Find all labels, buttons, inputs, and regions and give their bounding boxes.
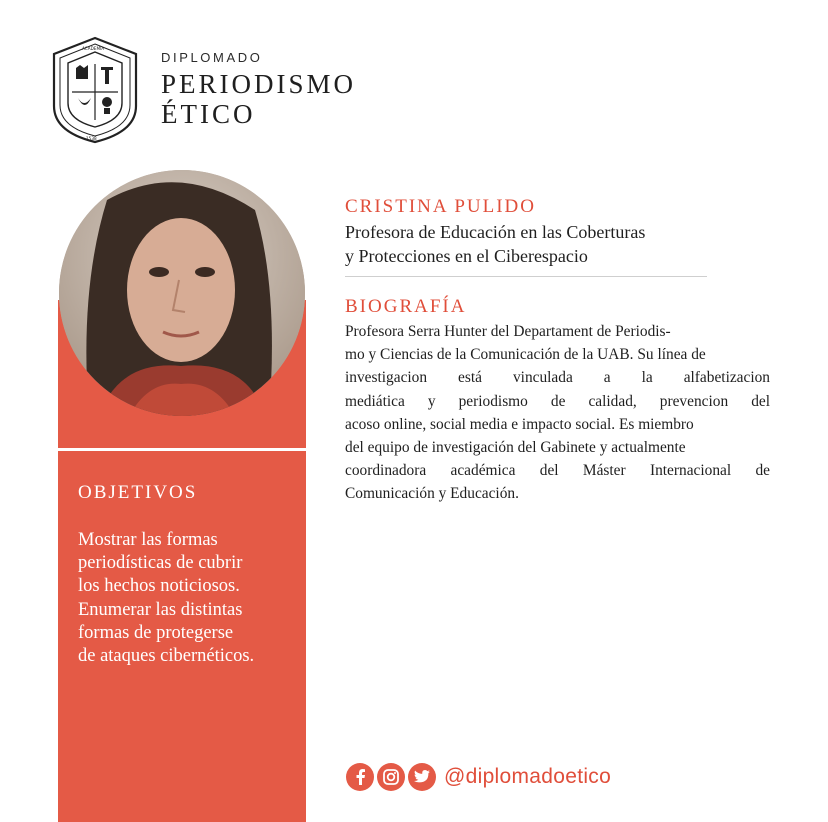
social-links — [346, 763, 611, 791]
profile-role-line: y Protecciones en el Ciberespacio — [345, 246, 588, 266]
instagram-icon[interactable] — [377, 763, 405, 791]
program-title-line1: PERIODISMO — [161, 69, 357, 99]
objectives-line: los hechos noticiosos. — [78, 576, 240, 597]
biography-line: coordinadora académica del Máster Internacional de — [345, 462, 770, 480]
profile-name: CRISTINA PULIDO — [345, 196, 536, 217]
profile-role — [345, 220, 745, 268]
panel-divider — [58, 448, 306, 451]
objectives-text — [78, 529, 298, 668]
biography-line: mo y Ciencias de la Comunicación de la UAB. Su línea de — [345, 346, 706, 364]
biography-line: Comunicación y Educación. — [345, 485, 519, 503]
objectives-heading: OBJETIVOS — [78, 482, 198, 503]
header-eyebrow: DIPLOMADO — [161, 50, 263, 65]
objectives-line: formas de protegerse — [78, 622, 234, 643]
biography-line: investigacion está vinculada a la alfabetizacion — [345, 369, 770, 387]
biography-heading: BIOGRAFÍA — [345, 296, 467, 317]
objectives-line: Enumerar las distintas — [78, 599, 243, 620]
svg-text:ACADEMIA: ACADEMIA — [82, 46, 105, 51]
biography-text — [345, 320, 770, 506]
left-panel — [58, 170, 306, 822]
objectives-line: de ataques cibernéticos. — [78, 646, 255, 667]
biography-line: del equipo de investigación del Gabinete y actualmente — [345, 439, 686, 457]
section-divider — [345, 276, 707, 277]
facebook-icon[interactable] — [346, 763, 374, 791]
svg-text:1538: 1538 — [86, 136, 97, 141]
objectives-line: periodísticas de cubrir — [78, 553, 243, 574]
program-title-line2: ÉTICO — [161, 99, 256, 129]
twitter-icon[interactable] — [408, 763, 436, 791]
biography-line: acoso online, social media e impacto social. Es miembro — [345, 415, 694, 433]
profile-role-line: Profesora de Educación en las Coberturas — [345, 222, 646, 242]
profile-photo — [59, 170, 305, 416]
university-seal-icon — [52, 36, 138, 144]
objectives-line: Mostrar las formas — [78, 530, 218, 550]
social-handle[interactable]: @diplomadoetico — [444, 765, 612, 788]
biography-line: mediática y periodismo de calidad, prevencion del — [345, 392, 770, 410]
biography-line: Profesora Serra Hunter del Departament de Periodis- — [345, 323, 671, 340]
header — [161, 50, 356, 129]
